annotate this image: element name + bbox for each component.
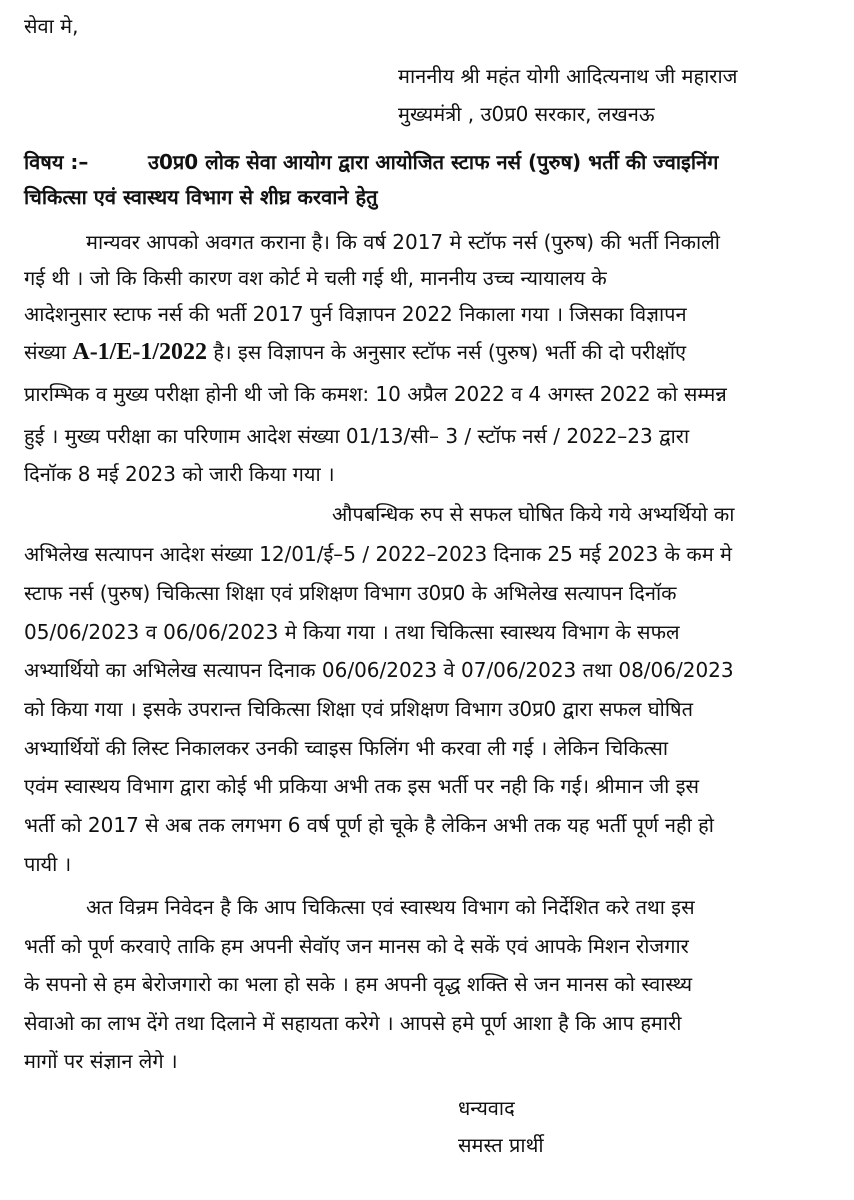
subject-line-2: चिकित्सा एवं स्वास्थय विभाग से शीघ्र करवाने हेतु [24,185,378,209]
para1-line-5: प्रारम्भिक व मुख्य परीक्षा होनी थी जो कि कमश: 10 अप्रैल 2022 व 4 अगस्त 2022 को सम्मन्न [24,382,727,406]
para2-line-10: पायी । [24,852,72,876]
thanks-text: धन्यवाद [458,1096,515,1120]
advertisement-number: A-1/E-1/2022 [72,339,208,365]
para1-line-6: हुई । मुख्य परीक्षा का परिणाम आदेश संख्या 01/13/सी– 3 / स्टॉफ नर्स / 2022–23 द्वारा [24,424,690,448]
addressee-line-2: मुख्यमंत्री , उ0प्र0 सरकार, लखनऊ [398,102,655,126]
addressee-line-1: माननीय श्री महंत योगी आदित्यनाथ जी महाराज [398,64,738,88]
subject-label: विषय :– [24,150,89,174]
para2-line-3: स्टाफ नर्स (पुरुष) चिकित्सा शिक्षा एवं प्रशिक्षण विभाग उ0प्र0 के अभिलेख सत्यापन दिनॉक [24,581,677,605]
subject-line-1: उ0प्र0 लोक सेवा आयोग द्वारा आयोजित स्टाफ नर्स (पुरुष) भर्ती की ज्वाइनिंग [148,150,719,174]
para2-line-4: 05/06/2023 व 06/06/2023 मे किया गया । तथा चिकित्सा स्वास्थय विभाग के सफल [24,620,680,644]
para2-line-6: को किया गया । इसके उपरान्त चिकित्सा शिक्षा एवं प्रशिक्षण विभाग उ0प्र0 द्वारा सफल घोषित [24,697,693,721]
para2-line-1: औपबन्धिक रुप से सफल घोषित किये गये अभ्यर्थियो का [332,502,735,526]
para1-line-4-suffix: है। इस विज्ञापन के अनुसार स्टॉफ नर्स (पुरुष) भर्ती की दो परीक्षॉए [207,340,687,364]
para3-line-2: भर्ती को पूर्ण करवाऐ ताकि हम अपनी सेवॉए जन मानस को दे सकें एवं आपके मिशन रोजगार [24,934,689,958]
para2-line-8: एवंम स्वास्थय विभाग द्वारा कोई भी प्रकिया अभी तक इस भर्ती पर नही कि गई। श्रीमान जी इस [24,774,700,798]
para3-line-4: सेवाओ का लाभ देंगे तथा दिलाने में सहायता करेगे । आपसे हमे पूर्ण आशा है कि आप हमारी [24,1011,682,1035]
para3-line-1: अत विन्रम निवेदन है कि आप चिकित्सा एवं स्वास्थय विभाग को निर्देशित करे तथा इस [86,895,695,919]
para1-line-4-prefix: संख्या [24,340,73,364]
para1-line-2: गई थी । जो कि किसी कारण वश कोर्ट मे चली गई थी, माननीय उच्च न्यायालय के [24,266,607,290]
para1-line-4 [24,338,686,366]
para1-line-3: आदेशनुसार स्टाफ नर्स की भर्ती 2017 पुर्न विज्ञापन 2022 निकाला गया । जिसका विज्ञापन [24,302,687,326]
para1-line-1: मान्यवर आपको अवगत कराना है। कि वर्ष 2017 मे स्टॉफ नर्स (पुरुष) की भर्ती निकाली [86,230,720,254]
salutation: सेवा मे, [24,14,79,38]
para2-line-2: अभिलेख सत्यापन आदेश संख्या 12/01/ई–5 / 2022–2023 दिनाक 25 मई 2023 के कम मे [24,542,732,566]
para2-line-7: अभ्यार्थियों की लिस्ट निकालकर उनकी च्वाइस फिलिंग भी करवा ली गई । लेकिन चिकित्सा [24,736,669,760]
para2-line-9: भर्ती को 2017 से अब तक लगभग 6 वर्ष पूर्ण हो चूके है लेकिन अभी तक यह भर्ती पूर्ण नही हो [24,813,714,837]
para2-line-5: अभ्यार्थियो का अभिलेख सत्यापन दिनाक 06/06/2023 वे 07/06/2023 तथा 08/06/2023 [24,658,734,682]
signature-text: समस्त प्रार्थी [458,1133,544,1157]
para3-line-5: मागों पर संज्ञान लेगे । [24,1049,178,1073]
para1-line-7: दिनॉक 8 मई 2023 को जारी किया गया । [24,462,335,486]
para3-line-3: के सपनो से हम बेरोजगारो का भला हो सके । हम अपनी वृद्ध शक्ति से जन मानस को स्वास्थ्य [24,972,693,996]
